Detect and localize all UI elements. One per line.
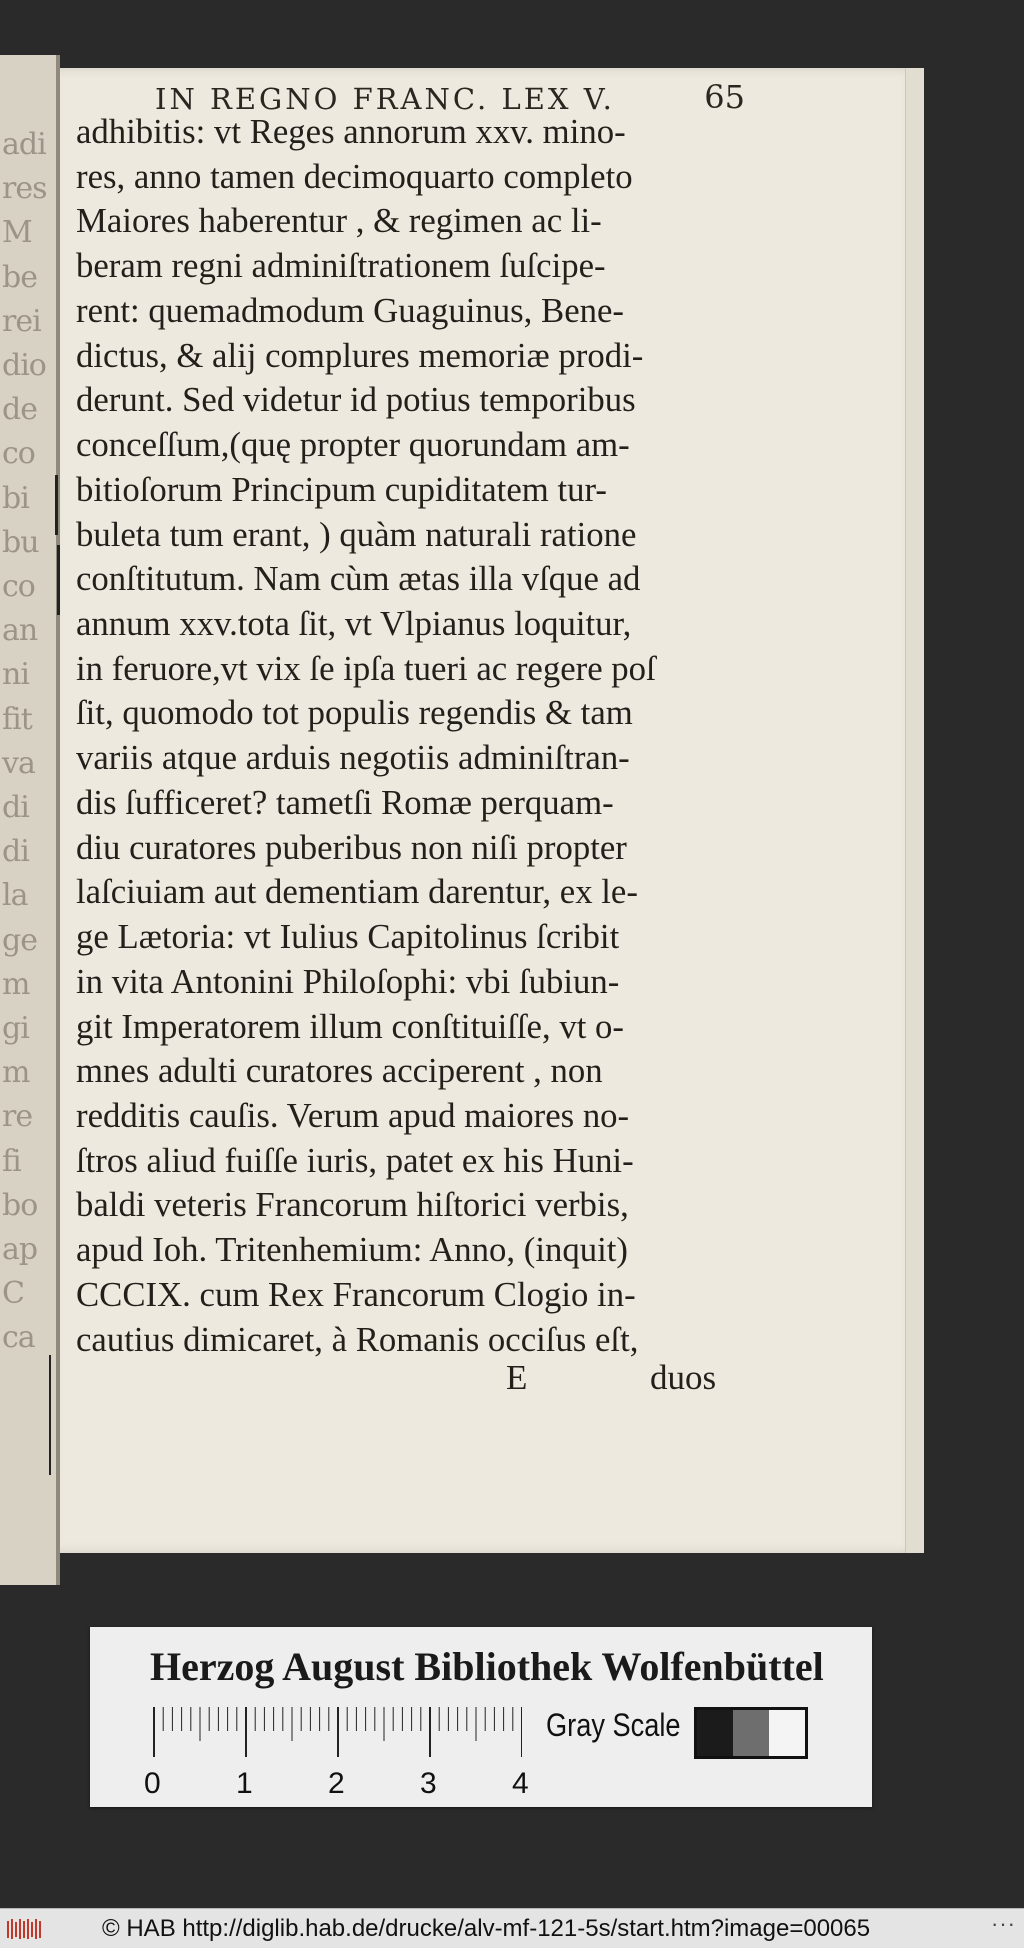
previous-page-edge	[0, 55, 60, 1585]
text-line: dictus, & alij complures memoriæ prodi-	[76, 335, 644, 375]
text-line: beram regni adminiſtrationem ſuſcipe-	[76, 246, 606, 286]
previous-page-fragment: co	[2, 569, 35, 604]
previous-page-fragment: fi	[2, 1143, 21, 1179]
signature-mark: E	[506, 1358, 528, 1397]
text-line: buleta tum erant, ) quàm naturali ratione	[76, 514, 637, 554]
text-line: res, anno tamen decimoquarto completo	[76, 156, 633, 196]
library-name: Herzog August Bibliothek Wolfenbüttel	[150, 1644, 824, 1689]
previous-page-fragment: fit	[2, 701, 32, 737]
text-line: Maiores haberentur , & regimen ac li-	[76, 201, 602, 241]
text-line: annum xxv.tota ſit, vt Vlpianus loquitur,	[76, 604, 632, 643]
previous-page-fragment: bo	[2, 1187, 38, 1223]
page-number: 65	[704, 78, 745, 116]
scale-ruler	[152, 1707, 522, 1757]
previous-page-fragment: di	[2, 834, 29, 870]
previous-page-fragment: va	[2, 745, 35, 781]
text-line: mnes adulti curatores acciperent , non	[76, 1051, 603, 1091]
text-line: rent: quemadmodum Guaguinus, Bene-	[76, 290, 624, 330]
text-line: derunt. Sed videtur id potius temporibus	[76, 380, 636, 420]
color-reference-card	[90, 1627, 872, 1807]
margin-mark	[55, 475, 58, 535]
previous-page-fragment: bu	[2, 524, 39, 560]
margin-mark	[49, 1355, 51, 1475]
previous-page-fragment: M	[2, 215, 32, 251]
scale-number: 3	[420, 1767, 437, 1800]
text-line: variis atque arduis negotiis adminiſtran-	[76, 738, 630, 778]
previous-page-fragment: rei	[2, 303, 41, 339]
previous-page-fragment: ni	[2, 657, 29, 693]
text-line: cautius dimicaret, à Romanis occiſus eſt,	[76, 1319, 639, 1359]
previous-page-fragment: bi	[2, 480, 29, 516]
text-line: ſit, quomodo tot populis regendis & tam	[76, 693, 633, 733]
scale-number: 2	[328, 1767, 345, 1800]
text-line: git Imperatorem illum conſtituiſſe, vt o-	[76, 1006, 624, 1046]
previous-page-fragment: an	[2, 613, 38, 649]
text-line: bitioſorum Principum cupiditatem tur-	[76, 469, 607, 509]
scale-number: 0	[144, 1767, 161, 1800]
text-line: in feruore,vt vix ſe ipſa tueri ac regere poſ	[76, 648, 656, 688]
text-line: laſciuiam aut dementiam darentur, ex le-	[76, 872, 638, 912]
previous-page-fragment: adi	[2, 127, 46, 162]
previous-page-fragment: re	[2, 1099, 33, 1135]
previous-page-fragment: de	[2, 392, 37, 428]
page-fore-edge	[905, 68, 924, 1553]
previous-page-fragment: di	[2, 790, 29, 825]
text-line: ſtros aliud fuiſſe iuris, patet ex his Huni-	[76, 1140, 634, 1180]
viewer-footer	[0, 1908, 1024, 1948]
gray-scale-swatch	[694, 1707, 808, 1759]
text-line: in vita Antonini Philoſophi: vbi ſubiun-	[76, 961, 620, 1001]
previous-page-fragment: ap	[2, 1232, 38, 1267]
text-line: redditis cauſis. Verum apud maiores no-	[76, 1096, 630, 1135]
text-line: baldi veteris Francorum hiſtorici verbis,	[76, 1185, 629, 1225]
text-line: conſtitutum. Nam cùm ætas illa vſque ad	[76, 559, 641, 599]
text-line: apud Ioh. Tritenhemium: Anno, (inquit)	[76, 1230, 628, 1270]
previous-page-fragment: co	[2, 436, 35, 472]
text-line: ge Lætoria: vt Iulius Capitolinus ſcribit	[76, 917, 620, 957]
previous-page-fragment: m	[2, 1055, 30, 1091]
scale-number: 4	[512, 1767, 529, 1800]
previous-page-fragment: ca	[2, 1320, 35, 1356]
gray-swatch-mid	[733, 1710, 769, 1756]
more-options-icon[interactable]: ···	[991, 1911, 1016, 1936]
previous-page-fragment: gi	[2, 1011, 29, 1046]
margin-mark	[57, 545, 60, 615]
copyright-url[interactable]: © HAB http://diglib.hab.de/drucke/alv-mf-121-5s/start.htm?image=00065	[102, 1915, 871, 1942]
previous-page-fragment: be	[2, 259, 37, 295]
previous-page-fragment: res	[2, 171, 47, 207]
running-head-text: IN REGNO FRANC. LEX V.	[155, 82, 615, 116]
previous-page-fragment: m	[2, 966, 30, 1002]
catchword: duos	[650, 1358, 717, 1397]
previous-page-fragment: la	[2, 878, 28, 914]
text-line: CCCIX. cum Rex Francorum Clogio in-	[76, 1274, 636, 1314]
hab-logo-icon	[6, 1917, 46, 1941]
text-line: dis ſufficeret? tametſi Romæ perquam-	[76, 782, 614, 822]
previous-page-fragment: dio	[2, 348, 46, 383]
text-line: conceſſum,(quę propter quorundam am-	[76, 425, 630, 465]
scale-number: 1	[236, 1767, 253, 1800]
gray-swatch-dark	[697, 1710, 733, 1756]
previous-page-fragment: ge	[2, 922, 37, 958]
gray-swatch-light	[769, 1710, 805, 1756]
text-line: adhibitis: vt Reges annorum xxv. mino-	[76, 112, 626, 151]
gray-scale-label: Gray Scale	[546, 1707, 681, 1743]
text-line: diu curatores puberibus non niſi propter	[76, 827, 627, 867]
previous-page-fragment: C	[2, 1276, 24, 1312]
